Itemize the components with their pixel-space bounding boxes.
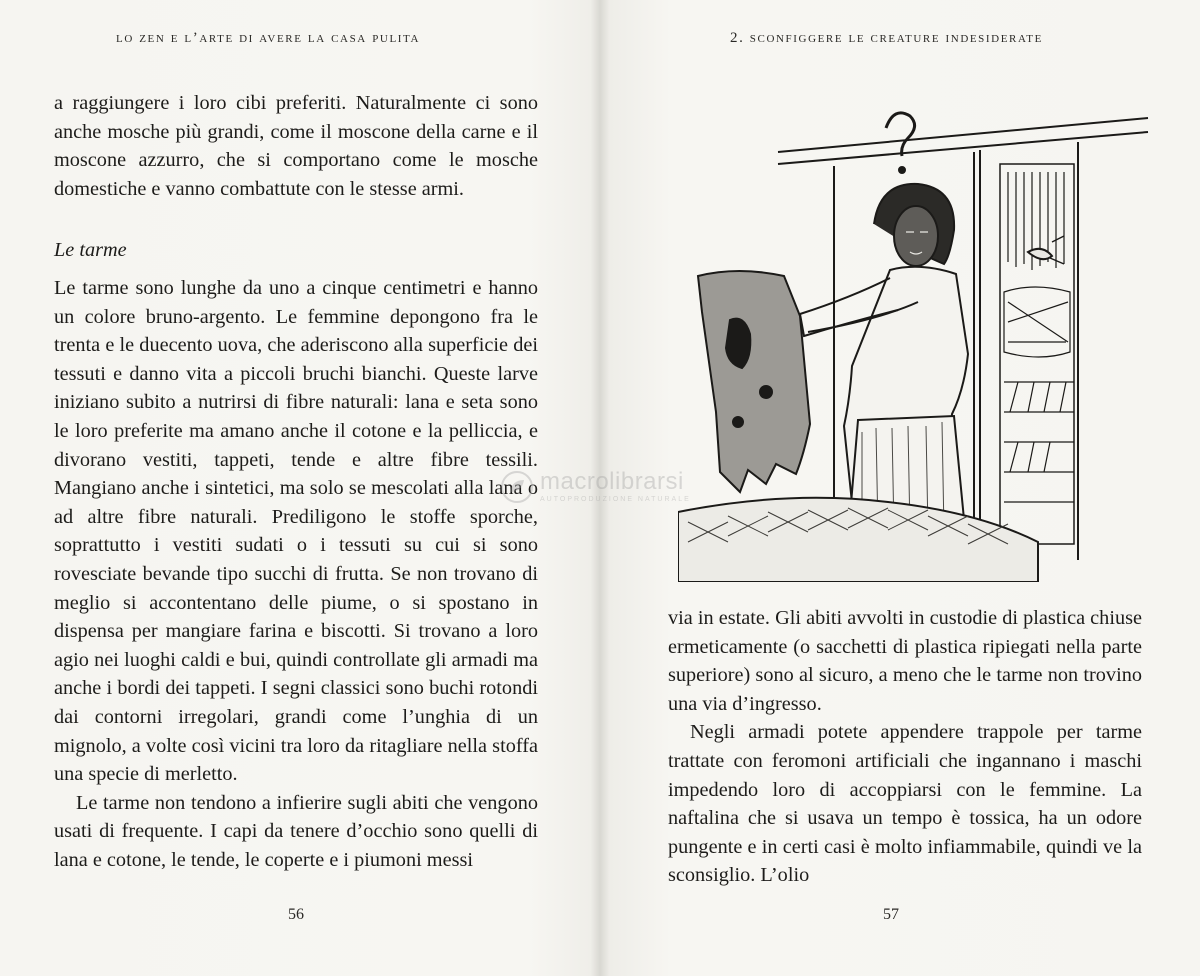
left-text-block-main	[54, 274, 538, 874]
running-head-left: lo zen e l’arte di avere la casa pulita	[116, 30, 421, 46]
right-page	[602, 0, 1200, 976]
woman-holding-moth-eaten-garment-illustration	[678, 92, 1154, 582]
section-heading-le-tarme: Le tarme	[54, 239, 127, 261]
paragraph-storage: via in estate. Gli abiti avvolti in custodie di plastica chiuse ermeticamente (o sacchetti di plastica ripiegati nella parte superiore) sono al sicuro, a meno che le tarme non trovino una via d’ingresso.	[668, 607, 1142, 715]
page-number-right: 57	[883, 906, 899, 923]
watermark-tagline: AUTOPRODUZIONE NATURALE	[540, 496, 691, 503]
paragraph-flies-continued: a raggiungere i loro cibi preferiti. Naturalmente ci sono anche mosche più grandi, come il moscone della carne e il moscone azzurro, che si comportano come le mosche domestiche e vanno combattute con le stesse armi.	[54, 92, 538, 200]
right-text-block	[668, 604, 1142, 890]
left-page	[0, 0, 598, 976]
paragraph-moths-description: Le tarme sono lunghe da uno a cinque centimetri e hanno un colore bruno-argento. Le femmine depongono fra le trenta e le duecento uova, che aderiscono alla superficie dei tessuti e danno vita a piccoli bruchi bianchi. Queste larve iniziano subito a nutrirsi di fibre naturali: lana e seta sono le loro preferite ma amano anche il cotone e la pelliccia, e divorano vestiti, tappeti, tende e altre fibre tessili. Mangiano anche i sintetici, ma solo se mescolati alla lana o ad altre fibre naturali. Prediligono le stoffe sporche, soprattutto i vestiti sudati o i tessuti su cui si sono rovesciate bevande tipo succhi di frutta. Se non trovano di meglio si accontentano delle piume, o si spostano in dispensa per mangiare farina e biscotti. Si trovano a loro agio nei luoghi caldi e bui, quindi controllate gli armadi ma anche i bordi dei tappeti. I segni classici sono buchi rotondi dai contorni irregolari, grandi come l’unghia di un mignolo, a volte così vicini tra loro da ritagliare nella stoffa una specie di merletto.	[54, 277, 538, 786]
paragraph-traps: Negli armadi potete appendere trappole per tarme trattate con feromoni artificiali che ingannano i maschi impedendo loro di accoppiarsi con le femmine. La naftalina che si usava un tempo è tossica, ha un odore pungente e in certi casi è molto infiammabile, quindi ve la sconsiglio. L’olio	[668, 721, 1142, 887]
running-head-right: 2. sconfiggere le creature indesiderate	[730, 30, 1043, 46]
paragraph-moths-habits: Le tarme non tendono a infierire sugli abiti che vengono usati di frequente. I capi da tenere d’occhio sono quelli di lana e cotone, le tende, le coperte e i piumoni messi	[54, 791, 538, 871]
page-number-left: 56	[288, 906, 304, 923]
watermark-name: macrolibrarsi	[540, 468, 684, 495]
left-text-block-top	[54, 89, 538, 203]
